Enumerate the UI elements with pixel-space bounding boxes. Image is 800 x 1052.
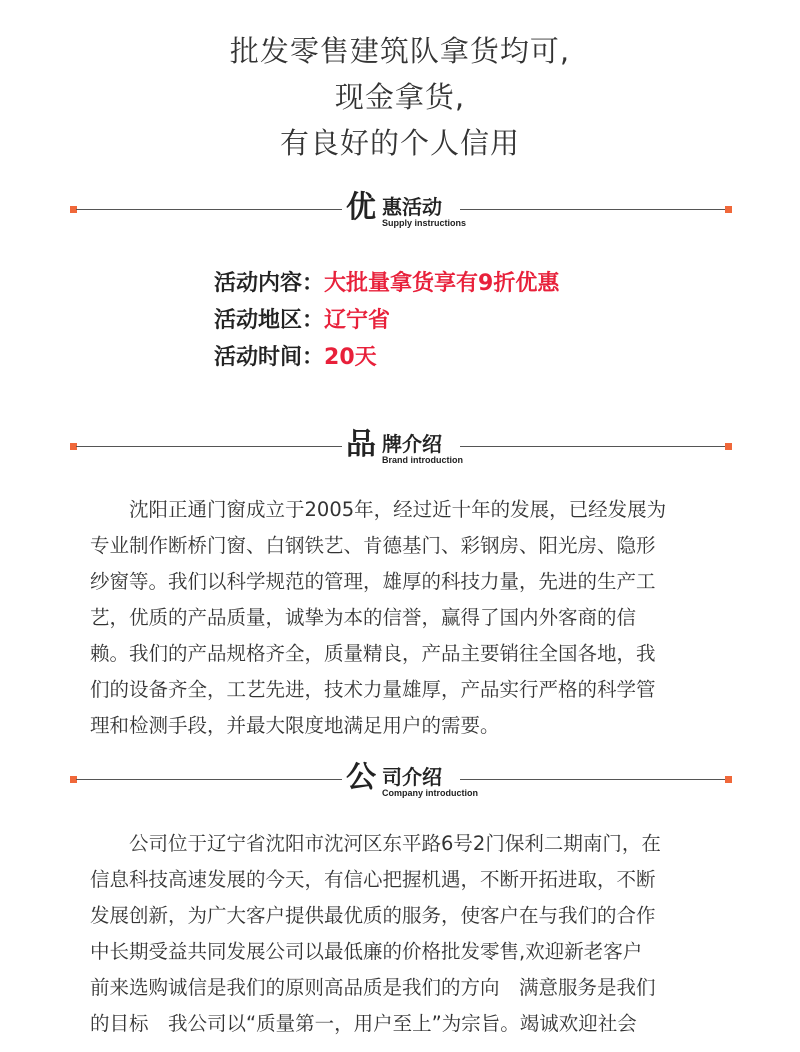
divider-line xyxy=(460,446,726,447)
paragraph-line: 发展创新，为广大客户提供最优质的服务，使客户在与我们的合作 xyxy=(90,904,656,927)
promo-row-content xyxy=(214,265,559,302)
company-intro-paragraph xyxy=(90,826,716,1042)
section-title-rest: 惠活动 xyxy=(382,195,442,219)
intro-line: 现金拿货, xyxy=(334,80,466,114)
promo-value: 辽宁省 xyxy=(324,308,391,333)
paragraph-line: 艺，优质的产品质量，诚挚为本的信誉，赢得了国内外客商的信 xyxy=(90,606,637,629)
section-subtitle: Brand introduction xyxy=(382,455,463,465)
paragraph-line: 中长期受益共同发展公司以最低廉的价格批发零售,欢迎新老客户 xyxy=(90,940,643,963)
promo-value: 20天 xyxy=(324,345,377,370)
section-subtitle: Company introduction xyxy=(382,788,478,798)
section-title xyxy=(344,427,463,467)
section-title-big: 优 xyxy=(346,190,376,225)
section-title xyxy=(344,190,467,230)
promo-label: 活动内容： xyxy=(214,271,325,296)
section-title-big: 品 xyxy=(346,427,376,462)
promo-label: 活动地区： xyxy=(214,308,325,333)
section-title-rest: 牌介绍 xyxy=(382,432,442,456)
promo-row-region xyxy=(214,302,559,339)
section-header-company xyxy=(70,760,732,800)
paragraph-line: 专业制作断桥门窗、白钢铁艺、肯德基门、彩钢房、阳光房、隐形 xyxy=(90,534,656,557)
promo-details xyxy=(214,265,559,376)
section-title xyxy=(344,760,478,800)
promo-row-time xyxy=(214,339,559,376)
section-title-big: 公 xyxy=(346,760,376,795)
section-header-brand xyxy=(70,427,732,467)
divider-dot xyxy=(725,776,732,783)
brand-intro-paragraph xyxy=(90,492,716,744)
paragraph-line: 纱窗等。我们以科学规范的管理，雄厚的科技力量，先进的生产工 xyxy=(90,570,656,593)
divider-line xyxy=(76,209,342,210)
paragraph-line: 信息科技高速发展的今天，有信心把握机遇，不断开拓进取，不断 xyxy=(90,868,656,891)
intro-line: 有良好的个人信用 xyxy=(279,126,520,160)
paragraph-line: 前来选购诚信是我们的原则高品质是我们的方向 满意服务是我们 xyxy=(90,976,656,999)
intro-text xyxy=(0,28,800,166)
divider-dot xyxy=(725,443,732,450)
paragraph-line: 赖。我们的产品规格齐全，质量精良，产品主要销往全国各地，我 xyxy=(90,642,656,665)
divider-line xyxy=(460,209,726,210)
paragraph-line: 沈阳正通门窗成立于2005年，经过近十年的发展，已经发展为 xyxy=(90,498,667,521)
paragraph-line: 公司位于辽宁省沈阳市沈河区东平路6号2门保利二期南门，在 xyxy=(90,832,661,855)
divider-line xyxy=(460,779,726,780)
paragraph-line: 们的设备齐全，工艺先进，技术力量雄厚，产品实行严格的科学管 xyxy=(90,678,656,701)
divider-line xyxy=(76,446,342,447)
divider-dot xyxy=(725,206,732,213)
intro-line: 批发零售建筑队拿货均可, xyxy=(229,34,571,68)
promo-value: 大批量拿货享有9折优惠 xyxy=(324,271,560,296)
paragraph-line: 理和检测手段，并最大限度地满足用户的需要。 xyxy=(90,714,500,737)
paragraph-line: 的目标 我公司以“质量第一，用户至上”为宗旨。竭诚欢迎社会 xyxy=(90,1012,637,1035)
divider-line xyxy=(76,779,342,780)
section-subtitle: Supply instructions xyxy=(382,218,467,228)
section-title-rest: 司介绍 xyxy=(382,765,442,789)
section-header-promo xyxy=(70,190,732,230)
promo-label: 活动时间： xyxy=(214,345,325,370)
